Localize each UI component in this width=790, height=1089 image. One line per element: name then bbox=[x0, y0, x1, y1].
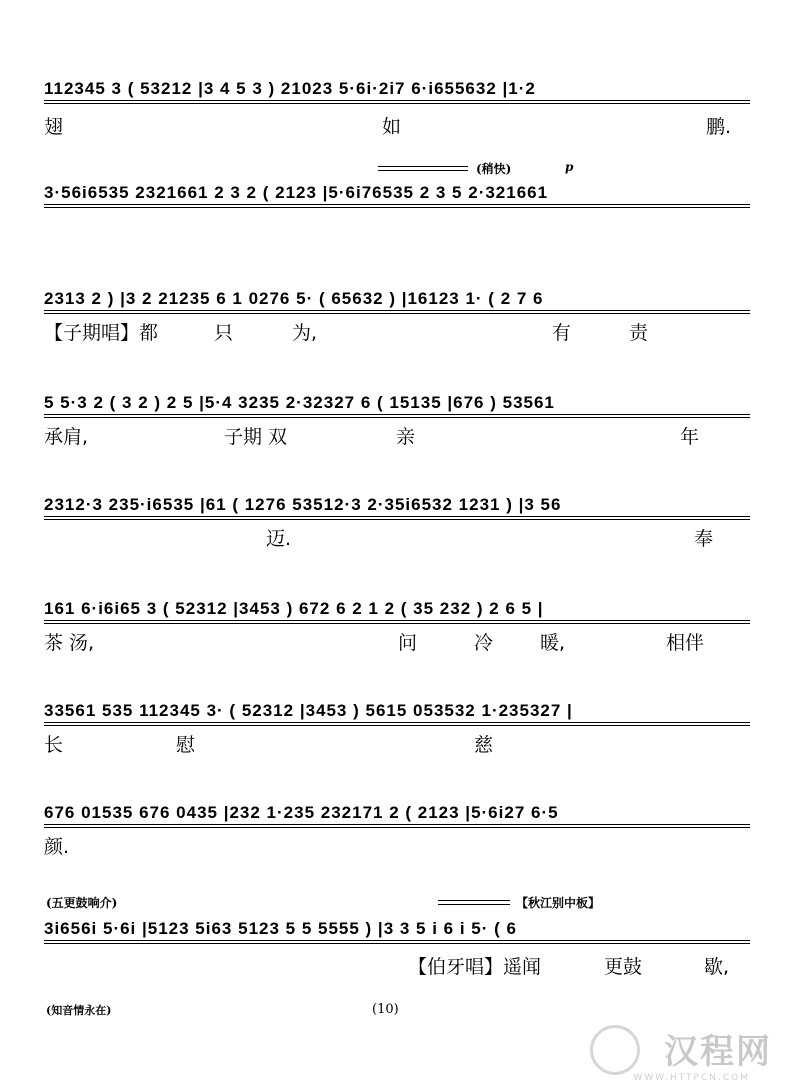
lyric: 慰 bbox=[176, 734, 196, 756]
lyric: 【伯牙唱】遥闻 bbox=[408, 956, 542, 978]
notation-line: 2312·3 235·i6535 |61 ( 1276 53512·3 2·35i6532 1231 ) |3 56 bbox=[44, 495, 562, 514]
notation-line: 112345 3 ( 53212 |3 4 5 3 ) 21023 5·6i·2i7 6·i655632 |1·2 bbox=[44, 79, 536, 98]
lyric: 冷 bbox=[474, 632, 494, 654]
underline bbox=[44, 725, 750, 726]
score-system-5 bbox=[44, 494, 750, 564]
lyric: 颜. bbox=[44, 836, 70, 858]
song-title-footer: (知音情永在) bbox=[46, 1004, 112, 1017]
score-system-7 bbox=[44, 700, 750, 770]
lyric: 为, bbox=[292, 322, 318, 344]
lyric: 翅 bbox=[44, 116, 64, 138]
lyric: 歇, bbox=[704, 956, 730, 978]
section-title: 【秋江别中板】 bbox=[516, 896, 601, 910]
watermark-text: 汉程网 bbox=[664, 1032, 772, 1072]
underline bbox=[44, 519, 750, 520]
score-system-1 bbox=[44, 78, 750, 148]
tempo-marking: (稍快) bbox=[476, 162, 512, 176]
notation-line: 3·56i6535 2321661 2 3 2 ( 2123 |5·6i76535 2 3 5 2·321661 bbox=[44, 183, 549, 202]
notation-line: 161 6·i6i65 3 ( 52312 |3453 ) 672 6 2 1 2 ( 35 232 ) 2 6 5 | bbox=[44, 599, 544, 618]
watermark-url: WWW.HTTPCN.COM bbox=[633, 1073, 750, 1083]
page-number: (10) bbox=[372, 1002, 399, 1017]
lyric: 有 bbox=[552, 322, 572, 344]
score-system-4 bbox=[44, 392, 750, 462]
dynamic-marking: p bbox=[565, 160, 574, 174]
score-system-2 bbox=[44, 182, 750, 242]
underline bbox=[44, 207, 750, 208]
notation-line: 5 5·3 2 ( 3 2 ) 2 5 |5·4 3235 2·32327 6 ( 15135 |676 ) 53561 bbox=[44, 393, 555, 412]
notation-line: 676 01535 676 0435 |232 1·235 232171 2 ( 2123 |5·6i27 6·5 bbox=[44, 803, 559, 822]
underline bbox=[44, 516, 750, 517]
notation-line: 33561 535 112345 3· ( 52312 |3453 ) 5615 053532 1·235327 | bbox=[44, 701, 573, 720]
lyric: 【子期唱】都 bbox=[44, 322, 159, 344]
lyric: 迈. bbox=[266, 528, 292, 550]
lyric: 承肩, bbox=[44, 426, 89, 448]
lyric: 茶 汤, bbox=[44, 632, 95, 654]
lyric: 相伴 bbox=[666, 632, 705, 654]
underline bbox=[44, 943, 750, 944]
underline bbox=[44, 310, 750, 311]
underline bbox=[44, 623, 750, 624]
lyric: 更鼓 bbox=[604, 956, 643, 978]
score-system-9 bbox=[44, 918, 750, 988]
underline bbox=[44, 204, 750, 205]
score-system-6 bbox=[44, 598, 750, 668]
lyric: 问 bbox=[398, 632, 418, 654]
lyric: 责 bbox=[629, 322, 649, 344]
underline bbox=[44, 827, 750, 828]
lyric: 鹏. bbox=[706, 116, 732, 138]
notation-line: 2313 2 ) |3 2 21235 6 1 0276 5· ( 65632 ) |16123 1· ( 2 7 6 bbox=[44, 289, 544, 308]
lyric: 如 bbox=[382, 116, 402, 138]
underline bbox=[44, 103, 750, 104]
crescendo-line bbox=[438, 904, 510, 905]
lyric: 亲 bbox=[396, 426, 416, 448]
lyric: 暖, bbox=[540, 632, 566, 654]
notation-line: 3i656i 5·6i |5123 5i63 5123 5 5 5555 ) |3 3 5 i 6 i 5· ( 6 bbox=[44, 919, 517, 938]
crescendo-line bbox=[378, 170, 468, 171]
lyric: 奉 bbox=[694, 528, 714, 550]
lyric: 慈 bbox=[474, 734, 494, 756]
score-system-3 bbox=[44, 288, 750, 358]
lyric: 子期 双 bbox=[224, 426, 288, 448]
underline bbox=[44, 824, 750, 825]
underline bbox=[44, 722, 750, 723]
underline bbox=[44, 940, 750, 941]
intro-marking: (五更鼓响介) bbox=[46, 896, 118, 910]
underline bbox=[44, 620, 750, 621]
lyric: 年 bbox=[680, 426, 700, 448]
underline bbox=[44, 100, 750, 101]
lyric: 只 bbox=[214, 322, 234, 344]
crescendo-line bbox=[438, 900, 510, 901]
score-system-8 bbox=[44, 802, 750, 872]
lyric: 长 bbox=[44, 734, 64, 756]
underline bbox=[44, 417, 750, 418]
watermark-logo-icon bbox=[590, 1025, 640, 1075]
underline bbox=[44, 313, 750, 314]
crescendo-line bbox=[378, 166, 468, 167]
underline bbox=[44, 414, 750, 415]
